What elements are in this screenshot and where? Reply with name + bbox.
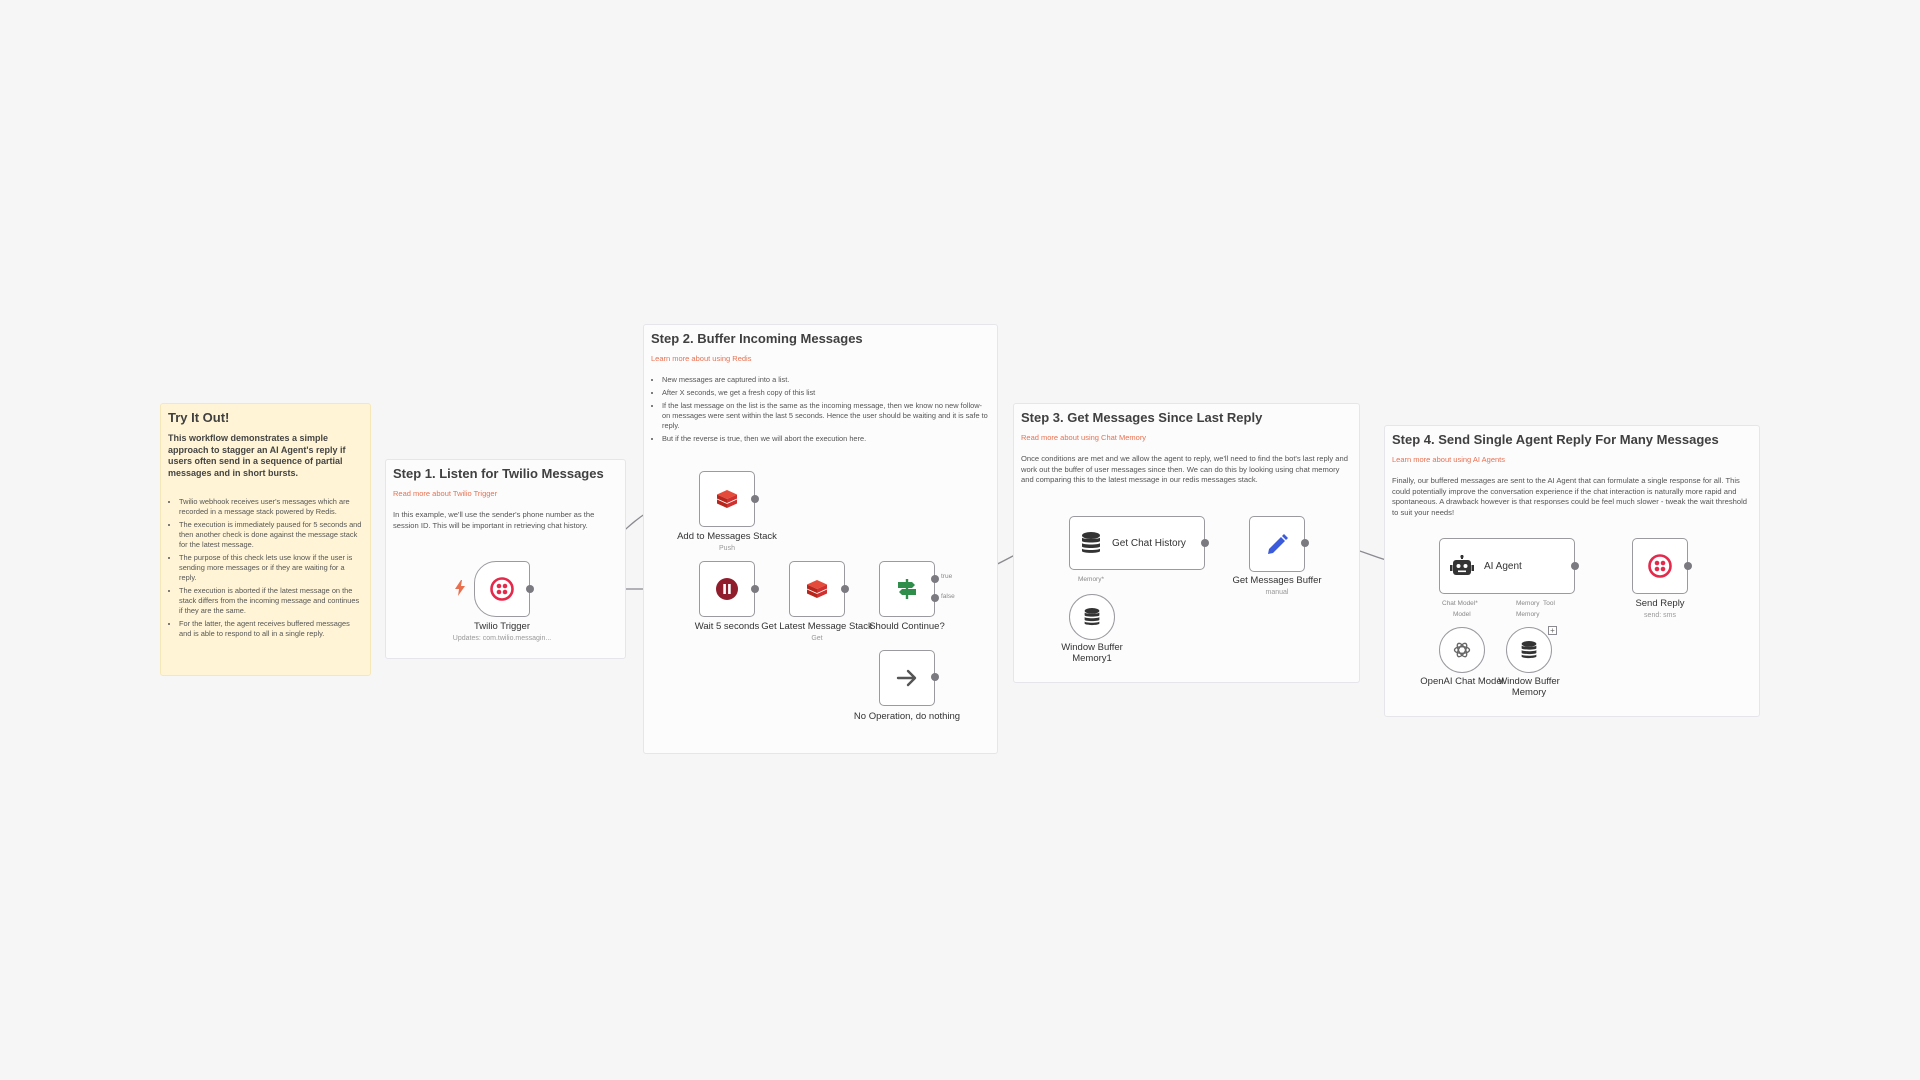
port-label-tool: Tool	[1543, 600, 1555, 607]
step-link[interactable]: Read more about using Chat Memory	[1021, 433, 1147, 442]
port-label-model: Model	[1453, 611, 1471, 618]
caption-label: OpenAI Chat Model	[1420, 676, 1504, 687]
node-window-buffer-memory1[interactable]	[1069, 594, 1115, 640]
node-caption	[832, 711, 982, 722]
output-port[interactable]	[931, 673, 939, 681]
caption-label: No Operation, do nothing	[853, 711, 961, 722]
robot-icon	[1450, 555, 1474, 577]
bullet: • For the latter, the agent receives buffered messages and is able to respond to all in a single reply.	[179, 619, 363, 639]
output-port[interactable]	[1301, 539, 1309, 547]
caption-label: Add to Messages Stack	[677, 531, 777, 542]
add-tool-button[interactable]: +	[1548, 626, 1557, 635]
twilio-icon	[490, 577, 514, 601]
sticky-bullets	[168, 497, 363, 639]
port-label-memory: Memory*	[1078, 576, 1105, 583]
redis-icon	[715, 487, 739, 511]
node-twilio-trigger[interactable]	[474, 561, 530, 617]
node-caption	[427, 621, 577, 644]
sticky-intro: This workflow demonstrates a simple approach to stagger an AI Agent's reply if users often send in a sequence of partial messages and in short bursts.	[168, 433, 346, 478]
caption-sub: Updates: com.twilio.messagin...	[452, 635, 552, 642]
node-get-messages-buffer[interactable]	[1249, 516, 1305, 572]
bullet: • But if the reverse is true, then we will abort the execution here.	[662, 434, 990, 444]
port-label-memory-2: Memory	[1516, 611, 1540, 618]
node-label: Get Chat History	[1112, 537, 1186, 549]
caption-label: Window Buffer Memory	[1498, 676, 1560, 698]
node-window-buffer-memory[interactable]	[1506, 627, 1552, 673]
step-link[interactable]: Learn more about using Redis	[651, 354, 752, 363]
caption-sub: Get	[811, 635, 823, 642]
bullet: • The execution is immediately paused for 5 seconds and then another check is done against the message stack for the latest message.	[179, 520, 363, 550]
step-title: Step 1. Listen for Twilio Messages	[393, 466, 604, 481]
caption-label: Should Continue?	[869, 621, 945, 632]
node-get-chat-history[interactable]	[1069, 516, 1205, 570]
node-add-to-messages-stack[interactable]	[699, 471, 755, 527]
output-port[interactable]	[841, 585, 849, 593]
node-openai-chat-model[interactable]	[1439, 627, 1485, 673]
database-icon	[1083, 607, 1101, 627]
step-link[interactable]: Learn more about using AI Agents	[1392, 455, 1505, 464]
twilio-icon	[1648, 554, 1672, 578]
node-caption	[652, 531, 802, 554]
output-port[interactable]	[1684, 562, 1692, 570]
caption-label: Twilio Trigger	[474, 621, 530, 632]
step-text: In this example, we'll use the sender's phone number as the session ID. This will be important in retrieving chat history.	[393, 510, 595, 530]
bullet: • After X seconds, we get a fresh copy of this list	[662, 388, 990, 398]
arrow-right-icon	[895, 666, 919, 690]
bullet: • If the last message on the list is the same as the incoming message, then we know no new follow-on messages were sent within the last 5 seconds. Hence the user should be waiting and it is safe to reply.	[662, 401, 990, 431]
output-port[interactable]	[1571, 562, 1579, 570]
step-text: Once conditions are met and we allow the agent to reply, we'll need to find the bot's last reply and work out the buffer of user messages since then. We can do this by looking using chat memory and comparing this to the latest message in our redis messages stack.	[1021, 454, 1348, 484]
database-icon	[1080, 531, 1102, 555]
node-caption	[1202, 575, 1352, 598]
step-title: Step 4. Send Single Agent Reply For Many Messages	[1392, 432, 1719, 447]
bullet: • The purpose of this check lets use know if the user is sending more messages or if they are waiting for a reply.	[179, 553, 363, 583]
sticky-title: Try It Out!	[168, 410, 230, 425]
sticky-try-it-out[interactable]	[160, 403, 371, 676]
openai-icon	[1452, 640, 1472, 660]
node-get-latest-message-stack[interactable]	[789, 561, 845, 617]
redis-icon	[805, 577, 829, 601]
node-wait[interactable]	[699, 561, 755, 617]
step-title: Step 3. Get Messages Since Last Reply	[1021, 410, 1263, 425]
output-port[interactable]	[751, 495, 759, 503]
output-port[interactable]	[751, 585, 759, 593]
caption-label: Window Buffer Memory1	[1061, 642, 1123, 664]
bullet: • Twilio webhook receives user's messages which are recorded in a message stack powered by Redis.	[179, 497, 363, 517]
caption-label: Send Reply	[1635, 598, 1685, 609]
output-port-false[interactable]	[931, 594, 939, 602]
pause-icon	[715, 577, 739, 601]
port-label-memory: Memory	[1516, 600, 1540, 607]
node-label: AI Agent	[1484, 560, 1522, 572]
output-port-true[interactable]	[931, 575, 939, 583]
port-label-chat-model: Chat Model*	[1442, 600, 1478, 607]
if-signpost-icon	[895, 577, 919, 601]
bullet: • New messages are captured into a list.	[662, 375, 990, 385]
node-no-operation[interactable]	[879, 650, 935, 706]
caption-label: Get Messages Buffer	[1232, 575, 1322, 586]
step-link[interactable]: Read more about Twilio Trigger	[393, 489, 498, 498]
node-ai-agent[interactable]	[1439, 538, 1575, 594]
caption-label: Get Latest Message Stack	[761, 621, 873, 632]
node-caption	[832, 621, 982, 632]
database-icon	[1520, 640, 1538, 660]
true-branch-label: true	[941, 573, 953, 580]
node-should-continue[interactable]	[879, 561, 935, 617]
pencil-icon	[1265, 532, 1289, 556]
step-text: Finally, our buffered messages are sent to the AI Agent that can formulate a single response for all. This could potentially improve the conversation experience if the chat interaction is naturally more rapid and spontaneous. A drawback however is that responses could be feel much slower - tweak the wait threshold to suit your needs!	[1392, 476, 1747, 517]
node-caption	[1454, 676, 1604, 698]
node-send-reply[interactable]	[1632, 538, 1688, 594]
false-branch-label: false	[941, 593, 955, 600]
output-port[interactable]	[1201, 539, 1209, 547]
caption-sub: send: sms	[1644, 612, 1676, 619]
node-caption	[1017, 642, 1167, 664]
node-caption	[1585, 598, 1735, 621]
caption-label: Wait 5 seconds	[694, 621, 760, 632]
output-port[interactable]	[526, 585, 534, 593]
trigger-bolt-icon	[455, 580, 465, 596]
step-bullets	[651, 375, 990, 444]
caption-sub: Push	[719, 545, 735, 552]
bullet: • The execution is aborted if the latest message on the stack differs from the incoming message and continues if they are the same.	[179, 586, 363, 616]
step-title: Step 2. Buffer Incoming Messages	[651, 331, 863, 346]
caption-sub: manual	[1265, 589, 1289, 596]
